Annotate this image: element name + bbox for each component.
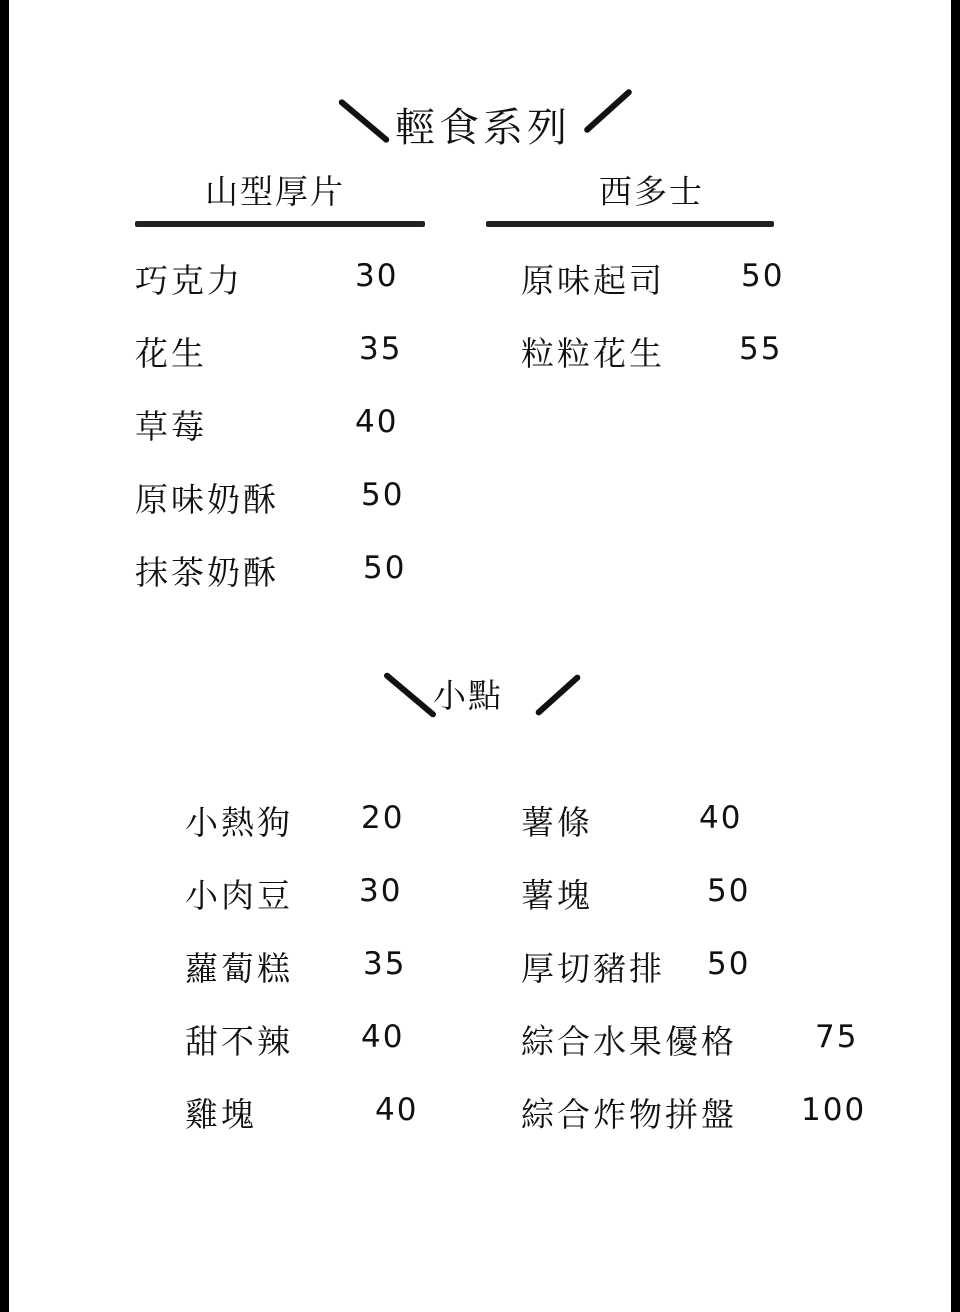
list-item: 雞塊: [185, 1095, 257, 1134]
item-price: 40: [355, 404, 399, 440]
item-price: 50: [707, 873, 751, 909]
list-item: 厚切豬排: [521, 949, 665, 988]
title-slash-right: [583, 88, 633, 134]
list-item: 綜合炸物拼盤: [521, 1095, 737, 1134]
list-item: 抹茶奶酥: [135, 553, 279, 592]
list-item: 薯條: [521, 803, 593, 842]
list-item: 蘿蔔糕: [185, 949, 293, 988]
list-item: 綜合水果優格: [521, 1022, 737, 1061]
light-meals-title: 輕食系列: [395, 105, 571, 151]
list-item: 小熱狗: [185, 803, 293, 842]
list-item: 薯塊: [521, 876, 593, 915]
list-item: 原味奶酥: [135, 480, 279, 519]
french-toast-header: 西多士: [599, 172, 704, 211]
menu-page: [9, 0, 951, 1312]
snacks-slash-right: [534, 673, 581, 716]
thick-toast-underline: [135, 221, 425, 227]
item-price: 30: [359, 873, 403, 909]
item-price: 30: [355, 258, 399, 294]
list-item: 小肉豆: [185, 876, 293, 915]
item-price: 40: [375, 1092, 419, 1128]
item-price: 40: [361, 1019, 405, 1055]
item-price: 35: [359, 331, 403, 367]
item-price: 75: [815, 1019, 859, 1055]
list-item: 甜不辣: [185, 1022, 293, 1061]
snacks-slash-left: [383, 671, 437, 718]
item-price: 100: [801, 1092, 867, 1128]
item-price: 50: [363, 550, 407, 586]
list-item: 草莓: [135, 407, 207, 446]
item-price: 55: [739, 331, 783, 367]
snacks-title: 小點: [433, 676, 503, 715]
item-price: 20: [361, 800, 405, 836]
thick-toast-header: 山型厚片: [205, 172, 345, 211]
list-item: 巧克力: [135, 261, 243, 300]
list-item: 原味起司: [521, 261, 665, 300]
item-price: 50: [741, 258, 785, 294]
list-item: 花生: [135, 334, 207, 373]
item-price: 40: [699, 800, 743, 836]
item-price: 50: [707, 946, 751, 982]
item-price: 35: [363, 946, 407, 982]
title-slash-left: [338, 98, 391, 144]
list-item: 粒粒花生: [521, 334, 665, 373]
item-price: 50: [361, 477, 405, 513]
french-toast-underline: [486, 221, 774, 227]
